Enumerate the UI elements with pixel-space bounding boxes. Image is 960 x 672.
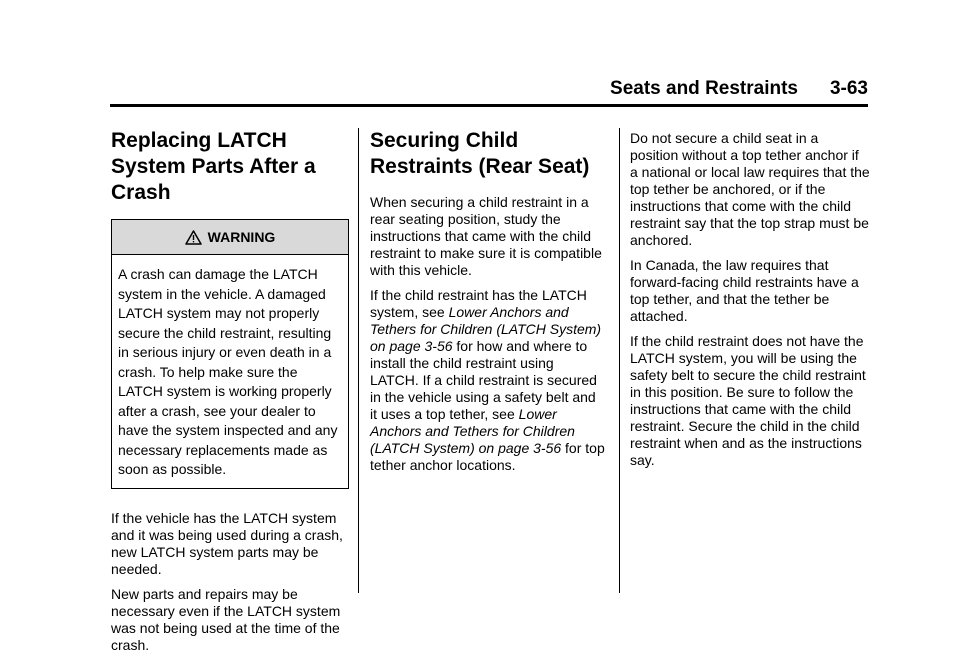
- column-3: [630, 130, 870, 477]
- warning-text: A crash can damage the LATCH system in the vehicle. A damaged LATCH system may not properly secure the child restraint, resulting in serious injury or even death in a crash. To help make sure the LATCH system is working properly after a crash, see your dealer to have the system inspected and any necessary replacements made as soon as possible.: [118, 266, 338, 477]
- paragraph: Do not secure a child seat in a position without a top tether anchor if a national or local law requires that the top tether be anchored, or if the instructions that come with the child restraint say that the top strap must be anchored.: [630, 130, 870, 248]
- cross-reference-link[interactable]: Lower Anchors and Tethers for Children (LATCH System) on page 3-56: [370, 406, 575, 456]
- paragraph: If the child restraint does not have the LATCH system, you will be using the safety belt to secure the child restraint in this position. Be sure to follow the instructions that came with the child restraint. Secure the child in the child restraint when and as the instructions say.: [630, 333, 866, 468]
- page-number: 3-63: [829, 78, 868, 99]
- paragraph: In Canada, the law requires that forward-facing child restraints have a top tether, and that the tether be attached.: [630, 257, 859, 324]
- paragraph-text: for how and where to install the child restraint using LATCH. If a child restraint is secured in the vehicle using a safety belt and it uses a top tether, see: [370, 338, 597, 422]
- section-heading: Replacing LATCH System Parts After a Crash: [111, 129, 316, 204]
- paragraph: [370, 287, 606, 474]
- column-divider: [358, 128, 359, 593]
- warning-triangle-icon: [185, 230, 202, 245]
- paragraph: If the vehicle has the LATCH system and it was being used during a crash, new LATCH system parts may be needed.: [111, 509, 343, 577]
- paragraph-text: for top tether anchor locations.: [370, 440, 605, 473]
- column-2: [370, 128, 606, 482]
- column-1: [111, 128, 349, 662]
- column-divider: [619, 128, 620, 593]
- paragraph: When securing a child restraint in a rear seating position, study the instructions that came with the child restraint to make sure it is compatible with this vehicle.: [370, 194, 602, 278]
- paragraph: New parts and repairs may be necessary even if the LATCH system was not being used at the time of the crash.: [111, 585, 341, 653]
- warning-header: [112, 220, 348, 255]
- warning-label: WARNING: [207, 229, 276, 245]
- section-title: Seats and Restraints: [610, 78, 798, 99]
- page-header: [110, 80, 868, 107]
- warning-box: [111, 219, 349, 489]
- cross-reference-link[interactable]: Lower Anchors and Tethers for Children (LATCH System) on page 3-56: [370, 304, 602, 354]
- section-heading: Securing Child Restraints (Rear Seat): [370, 129, 590, 178]
- paragraph-text: If the child restraint has the LATCH system, see: [370, 287, 587, 320]
